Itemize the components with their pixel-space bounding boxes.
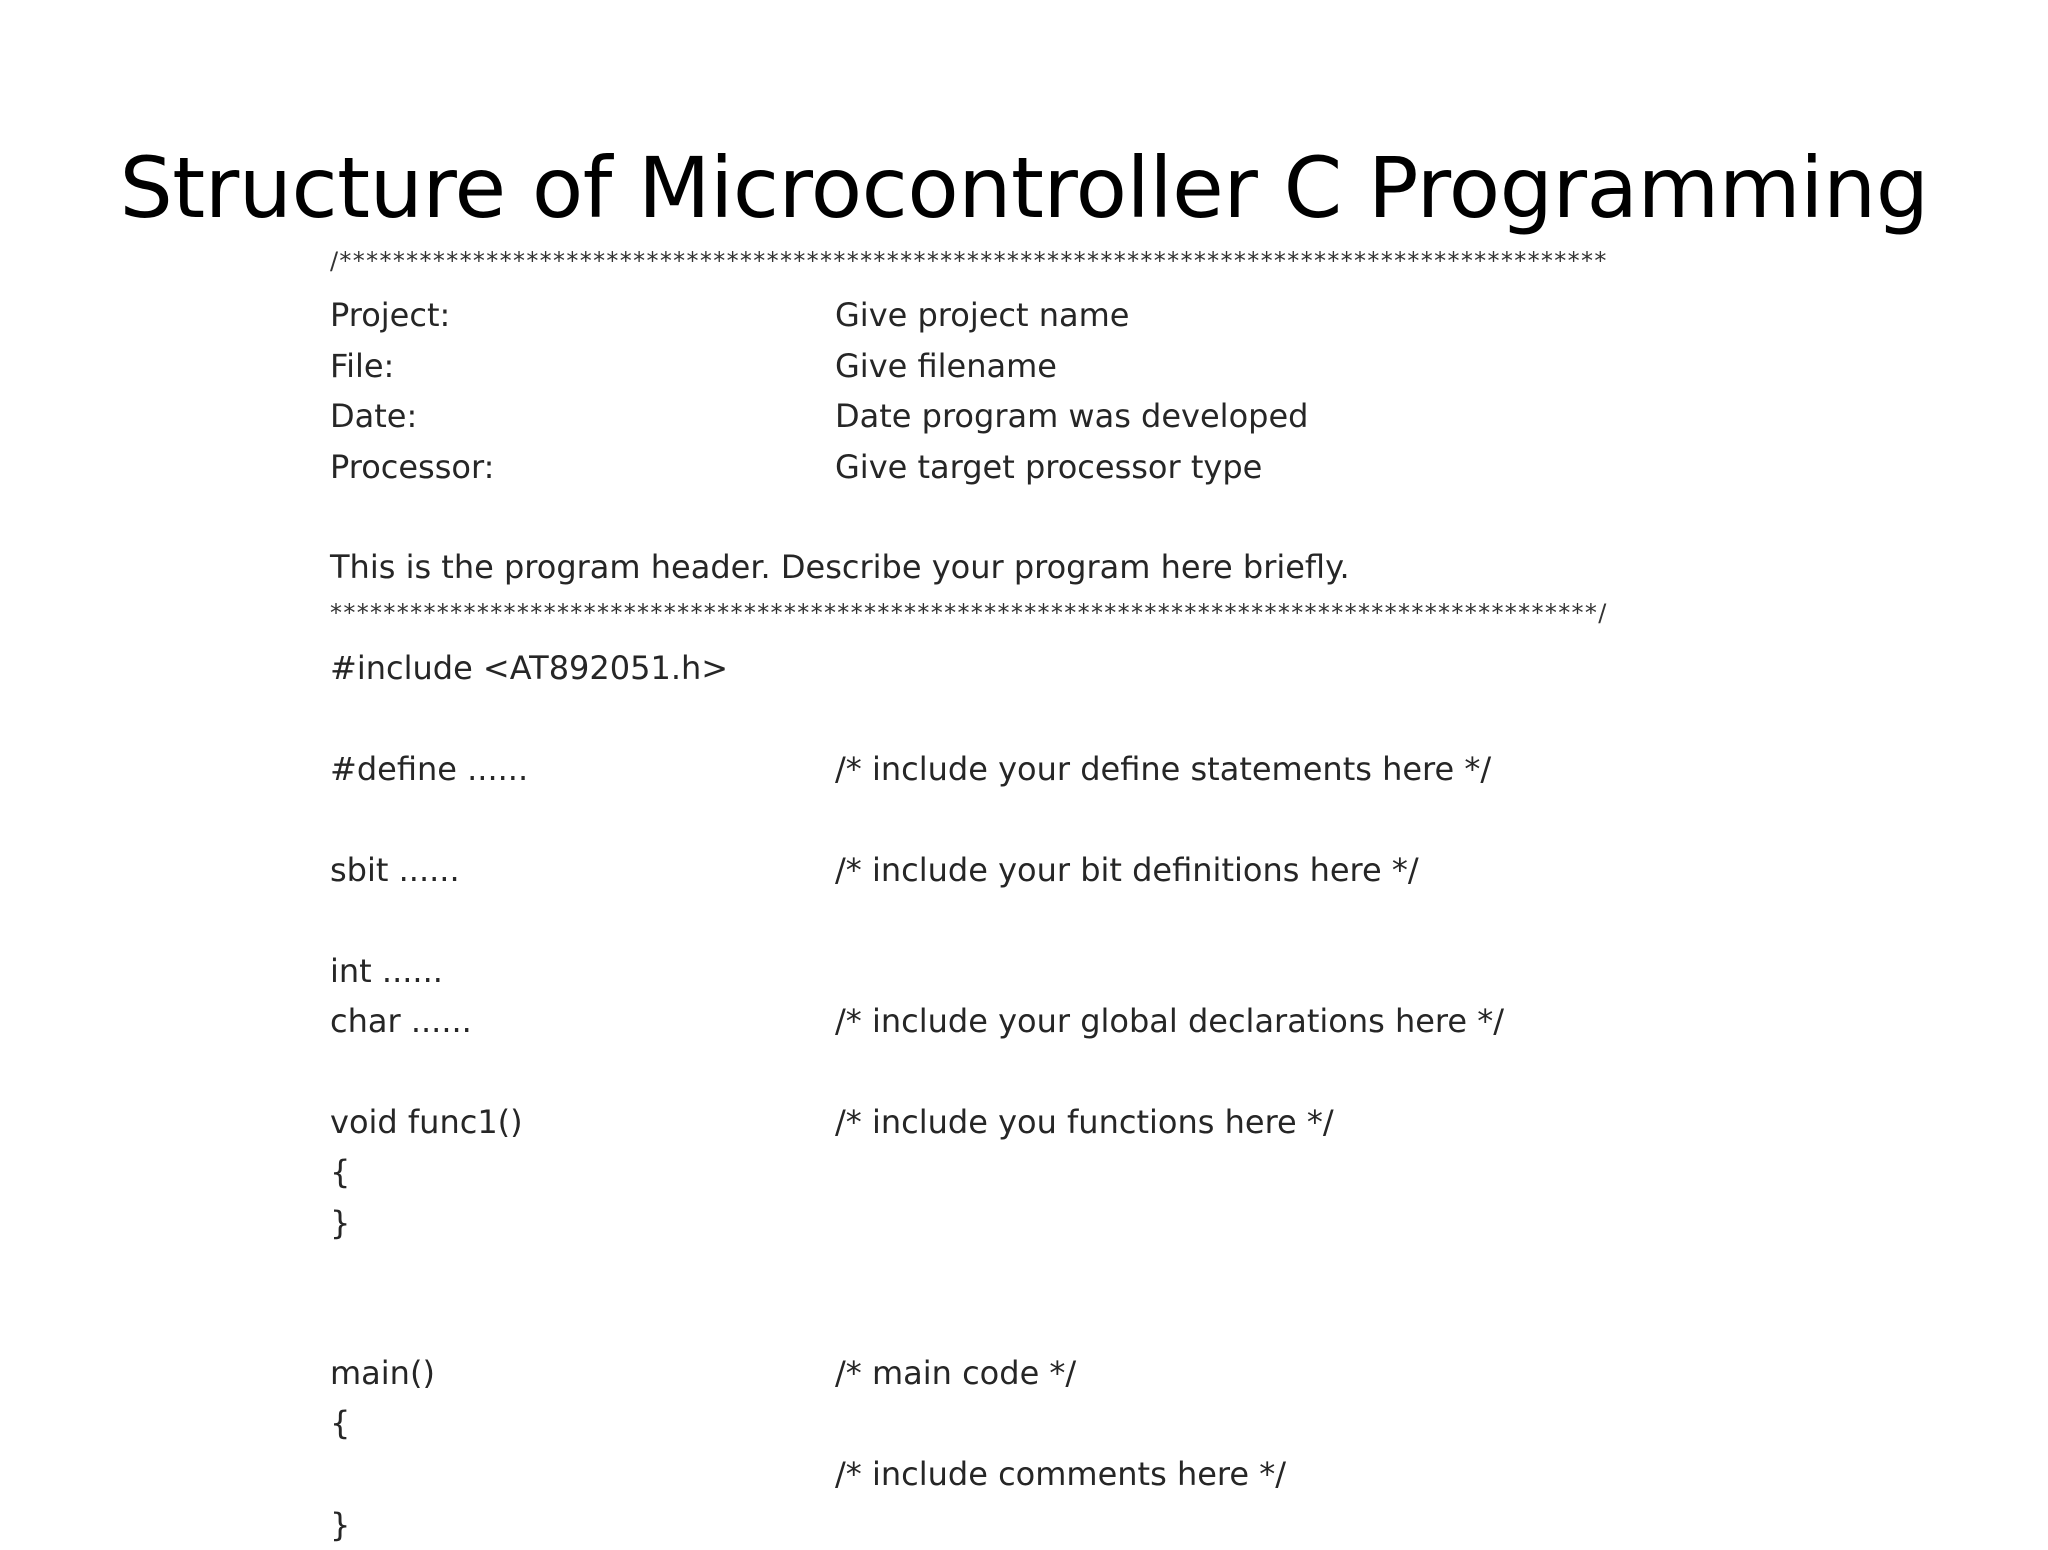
header-comment-close: ***********************************************************************************************/ <box>330 599 1608 627</box>
func1-close-brace: } <box>330 1204 351 1242</box>
char-declaration: char ...... <box>330 1002 472 1040</box>
field-value-processor: Give target processor type <box>835 448 1263 486</box>
functions-comment: /* include you functions here */ <box>835 1103 1334 1141</box>
sbit-line: sbit ...... <box>330 851 460 889</box>
sbit-comment: /* include your bit definitions here */ <box>835 851 1419 889</box>
main-close-brace: } <box>330 1506 351 1544</box>
field-label-file: File: <box>330 347 395 385</box>
field-value-project: Give project name <box>835 296 1130 334</box>
func1-signature: void func1() <box>330 1103 523 1141</box>
include-line: #include <AT892051.h> <box>330 649 729 687</box>
global-declarations-comment: /* include your global declarations here */ <box>835 1002 1505 1040</box>
slide-title: Structure of Microcontroller C Programming <box>119 139 1929 237</box>
func1-open-brace: { <box>330 1153 351 1191</box>
field-value-file: Give filename <box>835 347 1057 385</box>
main-signature: main() <box>330 1354 435 1392</box>
field-value-date: Date program was developed <box>835 397 1309 435</box>
main-inner-comment: /* include comments here */ <box>835 1455 1286 1493</box>
int-declaration: int ...... <box>330 952 443 990</box>
main-code-comment: /* main code */ <box>835 1354 1077 1392</box>
field-label-date: Date: <box>330 397 418 435</box>
field-label-project: Project: <box>330 296 451 334</box>
header-comment-open: /*********************************************************************************************** <box>330 247 1608 275</box>
main-open-brace: { <box>330 1404 351 1442</box>
define-comment: /* include your define statements here */ <box>835 750 1492 788</box>
define-line: #define ...... <box>330 750 529 788</box>
field-label-processor: Processor: <box>330 448 495 486</box>
header-description: This is the program header. Describe your program here briefly. <box>330 548 1350 586</box>
